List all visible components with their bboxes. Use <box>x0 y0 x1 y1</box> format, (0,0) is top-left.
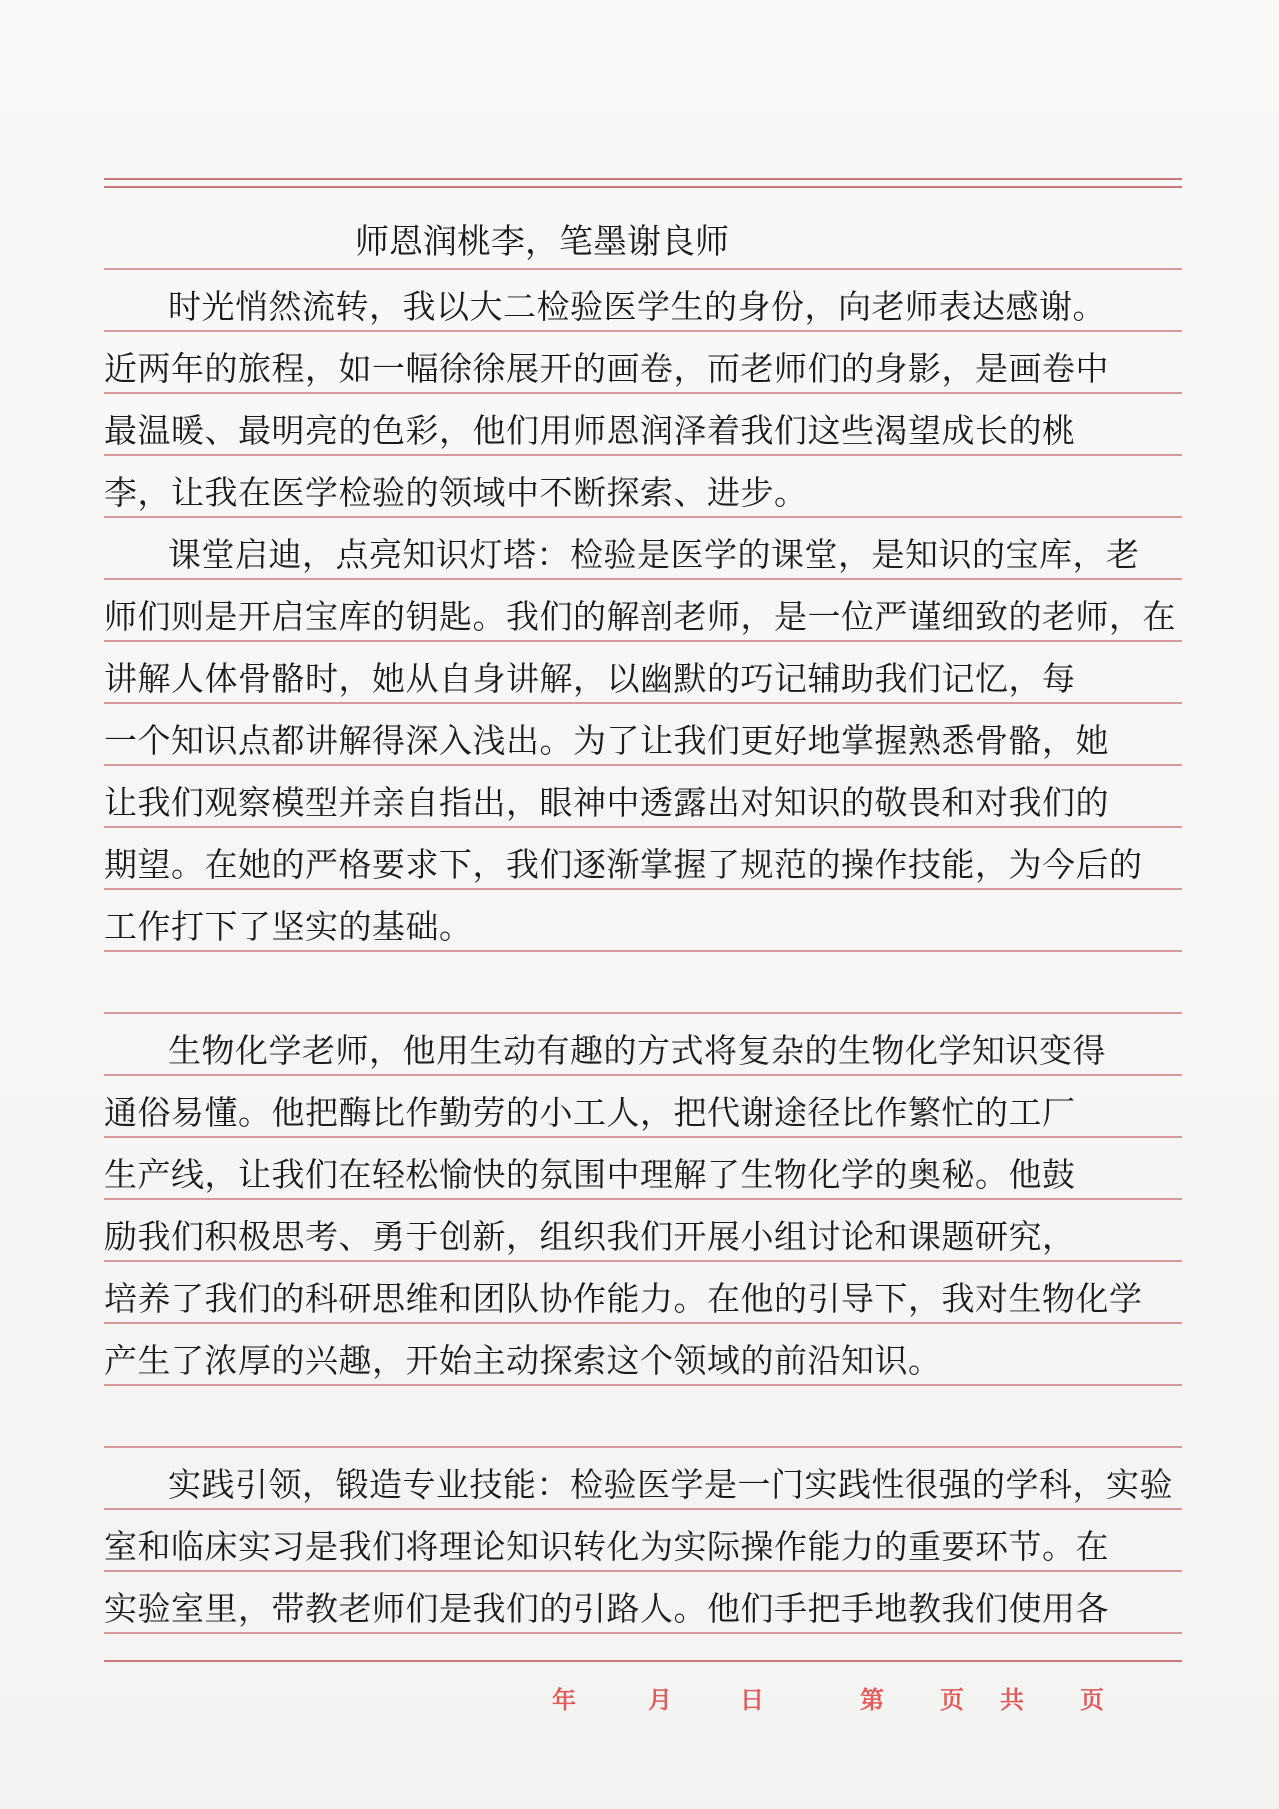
text-line: 生产线，让我们在轻松愉快的氛围中理解了生物化学的奥秘。他鼓 <box>104 1155 1076 1194</box>
ruled-line <box>104 1446 1182 1448</box>
text-line: 让我们观察模型并亲自指出，眼神中透露出对知识的敬畏和对我们的 <box>104 783 1109 822</box>
footer-page-no: 第 <box>860 1685 884 1714</box>
footer-rule <box>104 1660 1182 1662</box>
text-line: 近两年的旅程，如一幅徐徐展开的画卷，而老师们的身影，是画卷中 <box>104 349 1109 388</box>
text-line: 最温暖、最明亮的色彩，他们用师恩润泽着我们这些渴望成长的桃 <box>104 411 1076 450</box>
footer-page-word: 页 <box>940 1685 964 1714</box>
text-line: 师们则是开启宝库的钥匙。我们的解剖老师，是一位严谨细致的老师，在 <box>104 597 1176 636</box>
text-line: 实践引领，锻造专业技能：检验医学是一门实践性很强的学科，实验 <box>168 1465 1173 1504</box>
header-rule-bottom <box>104 186 1182 188</box>
footer-total-page: 页 <box>1080 1685 1104 1714</box>
header-rule-top <box>104 178 1182 180</box>
text-line: 室和临床实习是我们将理论知识转化为实际操作能力的重要环节。在 <box>104 1527 1109 1566</box>
text-line: 培养了我们的科研思维和团队协作能力。在他的引导下，我对生物化学 <box>104 1279 1143 1318</box>
footer-year: 年 <box>552 1685 576 1714</box>
text-line: 期望。在她的严格要求下，我们逐渐掌握了规范的操作技能，为今后的 <box>104 845 1143 884</box>
text-line: 生物化学老师，他用生动有趣的方式将复杂的生物化学知识变得 <box>168 1031 1106 1070</box>
footer-month: 月 <box>648 1685 672 1714</box>
text-line: 通俗易懂。他把酶比作勤劳的小工人，把代谢途径比作繁忙的工厂 <box>104 1093 1076 1132</box>
text-line: 实验室里，带教老师们是我们的引路人。他们手把手地教我们使用各 <box>104 1589 1109 1628</box>
text-line: 励我们积极思考、勇于创新，组织我们开展小组讨论和课题研究， <box>104 1217 1076 1256</box>
text-line: 工作打下了坚实的基础。 <box>104 907 473 946</box>
footer-total: 共 <box>1000 1685 1024 1714</box>
ruled-line <box>104 1012 1182 1014</box>
page-footer <box>0 1680 1279 1720</box>
text-line: 时光悄然流转，我以大二检验医学生的身份，向老师表达感谢。 <box>168 287 1106 326</box>
text-line: 李，让我在医学检验的领域中不断探索、进步。 <box>104 473 808 512</box>
essay-title: 师恩润桃李，笔墨谢良师 <box>355 222 729 262</box>
ruled-line <box>104 268 1182 270</box>
text-line: 产生了浓厚的兴趣，开始主动探索这个领域的前沿知识。 <box>104 1341 942 1380</box>
footer-day: 日 <box>740 1685 764 1714</box>
text-line: 课堂启迪，点亮知识灯塔：检验是医学的课堂，是知识的宝库，老 <box>168 535 1140 574</box>
text-line: 讲解人体骨骼时，她从自身讲解，以幽默的巧记辅助我们记忆，每 <box>104 659 1076 698</box>
text-line: 一个知识点都讲解得深入浅出。为了让我们更好地掌握熟悉骨骼，她 <box>104 721 1109 760</box>
